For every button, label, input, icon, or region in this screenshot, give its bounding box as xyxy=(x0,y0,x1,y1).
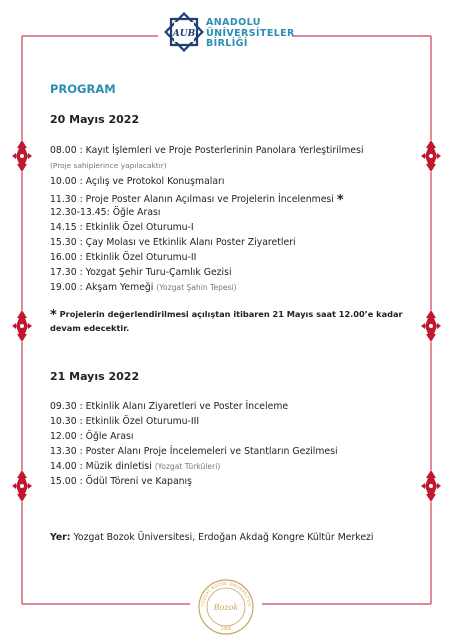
item-time: 10.00 : xyxy=(50,176,83,187)
day1-date: 20 Mayıs 2022 xyxy=(50,113,140,126)
item-time: 17.30 : xyxy=(50,267,83,278)
item-time: 14.15 : xyxy=(50,222,83,233)
evaluation-footnote xyxy=(50,307,415,335)
program-heading: PROGRAM xyxy=(50,82,116,96)
day1-item-1 xyxy=(50,145,364,156)
item-time: 15.30 : xyxy=(50,237,83,248)
item-text: Etkinlik Özel Oturumu-I xyxy=(85,222,194,233)
item-text: Öğle Arası xyxy=(85,431,134,442)
footnote-star: * xyxy=(50,308,57,323)
venue-text: Yozgat Bozok Üniversitesi, Erdoğan Akdağ Kongre Kültür Merkezi xyxy=(73,532,374,543)
day2-item-4 xyxy=(50,446,338,457)
item-text: Poster Alanı Proje İncelemeleri ve Stantların Gezilmesi xyxy=(85,446,338,457)
day1-item-9 xyxy=(50,282,237,293)
item-time: 08.00 : xyxy=(50,145,83,156)
day2-item-2 xyxy=(50,416,199,427)
item-text: Proje Poster Alanın Açılması ve Projelerin İncelenmesi xyxy=(85,194,334,205)
logo-wordmark xyxy=(206,18,295,50)
day2-item-6 xyxy=(50,476,192,487)
item-time: 19.00 : xyxy=(50,282,83,293)
item-text: Yozgat Şehir Turu-Çamlık Gezisi xyxy=(85,267,232,278)
day2-item-3 xyxy=(50,431,133,442)
item-time: 14.00 : xyxy=(50,461,83,472)
item-time: 15.00 : xyxy=(50,476,83,487)
item-time: 09.30 : xyxy=(50,401,83,412)
day1-item-5 xyxy=(50,222,194,233)
item-note: (Yozgat Türküleri) xyxy=(154,462,221,471)
venue-label: Yer: xyxy=(50,532,71,543)
item-time: 11.30 : xyxy=(50,194,83,205)
day1-item-1-note: (Proje sahiplerince yapılacaktır) xyxy=(50,161,167,170)
footnote-text: Projelerin değerlendirilmesi açılıştan itibaren 21 Mayıs saat 12.00’e kadar devam edecektir. xyxy=(50,309,403,333)
logo-line-2: ÜNİVERSİTELER xyxy=(206,27,295,39)
item-text: Açılış ve Protokol Konuşmaları xyxy=(85,176,225,187)
item-text: Etkinlik Özel Oturumu-II xyxy=(85,252,197,263)
item-time: 10.30 : xyxy=(50,416,83,427)
logo-emblem-text: AUB xyxy=(172,29,196,39)
seal-signature: Bozok xyxy=(213,603,239,612)
day1-item-3 xyxy=(50,191,344,206)
day2-item-5 xyxy=(50,461,220,472)
item-time: 16.00 : xyxy=(50,252,83,263)
item-text: Ödül Töreni ve Kapanış xyxy=(85,476,192,487)
item-time: 12.00 : xyxy=(50,431,83,442)
day2-item-1 xyxy=(50,401,288,412)
item-time: 12.30-13.45: xyxy=(50,207,110,218)
item-note: (Yozgat Şahin Tepesi) xyxy=(156,283,237,292)
university-seal-icon xyxy=(197,578,255,636)
logo-line-1: ANADOLU xyxy=(206,17,261,28)
item-time: 13.30 : xyxy=(50,446,83,457)
item-text: Etkinlik Alanı Ziyaretleri ve Poster İnceleme xyxy=(85,401,289,412)
footnote-star: * xyxy=(336,193,344,208)
venue-line xyxy=(50,532,374,543)
item-text: Akşam Yemeği xyxy=(85,282,154,293)
seal-year: 2006 xyxy=(220,626,232,631)
item-text: Müzik dinletisi xyxy=(85,461,152,472)
logo-line-3: BİRLİĞİ xyxy=(206,38,248,49)
item-text: Çay Molası ve Etkinlik Alanı Poster Ziyaretleri xyxy=(85,237,296,248)
aub-logo-emblem-icon xyxy=(164,10,204,62)
item-text: Öğle Arası xyxy=(112,207,161,218)
day1-item-7 xyxy=(50,252,196,263)
day1-item-2 xyxy=(50,176,224,187)
day2-date: 21 Mayıs 2022 xyxy=(50,370,140,383)
item-text: Kayıt İşlemleri ve Proje Posterlerinin Panolara Yerleştirilmesi xyxy=(85,145,364,156)
day1-item-8 xyxy=(50,267,232,278)
day1-item-4 xyxy=(50,207,160,218)
seal-ring-text: YOZGAT BOZOK ÜNİVERSİTESİ xyxy=(199,580,253,607)
day1-item-6 xyxy=(50,237,296,248)
item-text: Etkinlik Özel Oturumu-III xyxy=(85,416,200,427)
